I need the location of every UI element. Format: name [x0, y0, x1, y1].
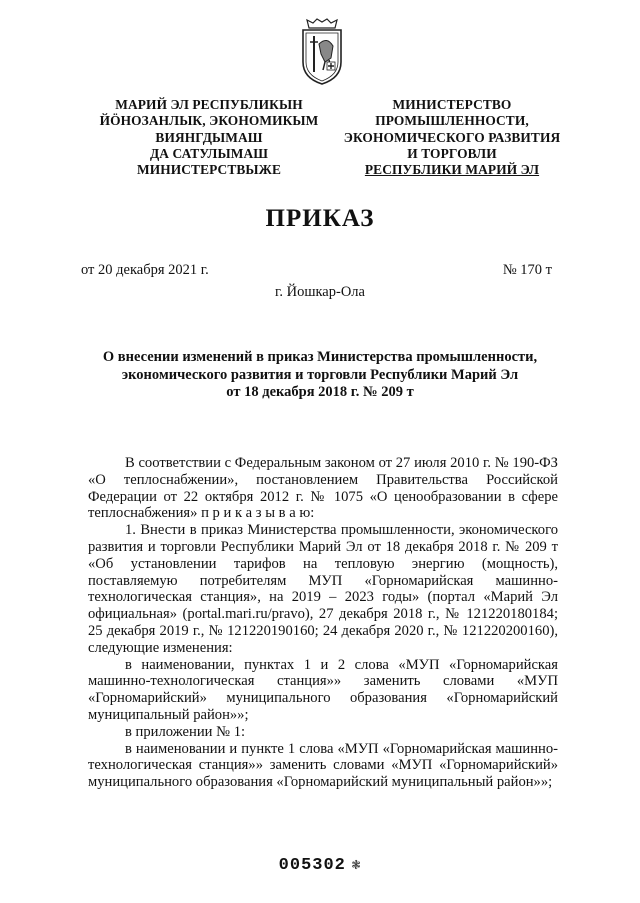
body-paragraph: В соответствии с Федеральным законом от 27 июля 2010 г. № 190-ФЗ «О теплоснабжении», постановлением Правительства Российской Федерации от 22 октября 2012 г. № 1075 «О ценообразовании в сфере теплоснабжения» п р и к а з ы в а ю:: [88, 455, 558, 522]
ministry-name-mari: [84, 97, 334, 178]
order-number: № 170 т: [502, 262, 552, 278]
header-line: ДА САТУЛЫМАШ: [149, 145, 269, 161]
form-serial: [0, 856, 640, 875]
header-line: И ТОРГОВЛИ: [407, 145, 497, 161]
order-date: от 20 декабря 2021 г.: [81, 262, 209, 278]
asterisk-icon: ❃: [351, 858, 362, 874]
body-paragraph: в приложении № 1:: [125, 723, 246, 740]
header-line: МИНИСТЕРСТВО: [392, 97, 512, 112]
header-line: МАРИЙ ЭЛ РЕСПУБЛИКЫН: [115, 97, 303, 112]
header-line: ПРОМЫШЛЕННОСТИ,: [375, 113, 529, 129]
body-paragraph: 1. Внести в приказ Министерства промышленности, экономического развития и торговли Республики Марий Эл от 18 декабря 2018 г. № 209 т «Об установлении тарифов на тепловую энергию (мощность), поставляемую потребителям МУП «Горномарийская машинно-технологическая станция», на 2019 – 2023 годы» (портал «Марий Эл официальная» (portal.mari.ru/pravo), 27 декабря 2018 г., № 121220180184; 25 декабря 2019 г., № 121220190160; 24 декабря 2020 г., № 121220200160), следующие изменения:: [88, 522, 558, 656]
city-name: г. Йошкар-Ола: [275, 284, 365, 300]
document-body: [88, 455, 558, 791]
order-subject: [0, 349, 640, 402]
header-line: РЕСПУБЛИКИ МАРИЙ ЭЛ: [364, 162, 540, 178]
header-line: МИНИСТЕРСТВЫЖЕ: [136, 162, 281, 178]
ministry-name-russian: [330, 97, 574, 178]
subject-line: экономического развития и торговли Республики Марий Эл: [121, 366, 519, 383]
header-line: ЙӦНОЗАНЛЫК, ЭКОНОМИКЫМ: [99, 113, 319, 129]
header-line: ЭКОНОМИЧЕСКОГО РАЗВИТИЯ: [343, 129, 561, 145]
document-title: ПРИКАЗ: [265, 205, 375, 232]
coat-of-arms-emblem: [299, 18, 345, 86]
header-line: ВИЯНГДЫМАШ: [155, 129, 263, 145]
subject-line: О внесении изменений в приказ Министерства промышленности,: [102, 349, 538, 365]
form-serial-number: 005302: [278, 856, 346, 875]
subject-line: от 18 декабря 2018 г. № 209 т: [226, 384, 414, 400]
body-paragraph: в наименовании и пункте 1 слова «МУП «Горномарийская машинно-технологическая станция»» заменить словами «МУП «Горномарийский» муниципального образования «Горномарийский муниципальный район»»;: [88, 740, 558, 791]
body-paragraph: в наименовании, пунктах 1 и 2 слова «МУП «Горномарийская машинно-технологическая станция»» заменить словами «МУП «Горномарийский» муниципального образования «Горномарийский муниципальный район»»;: [88, 656, 558, 723]
